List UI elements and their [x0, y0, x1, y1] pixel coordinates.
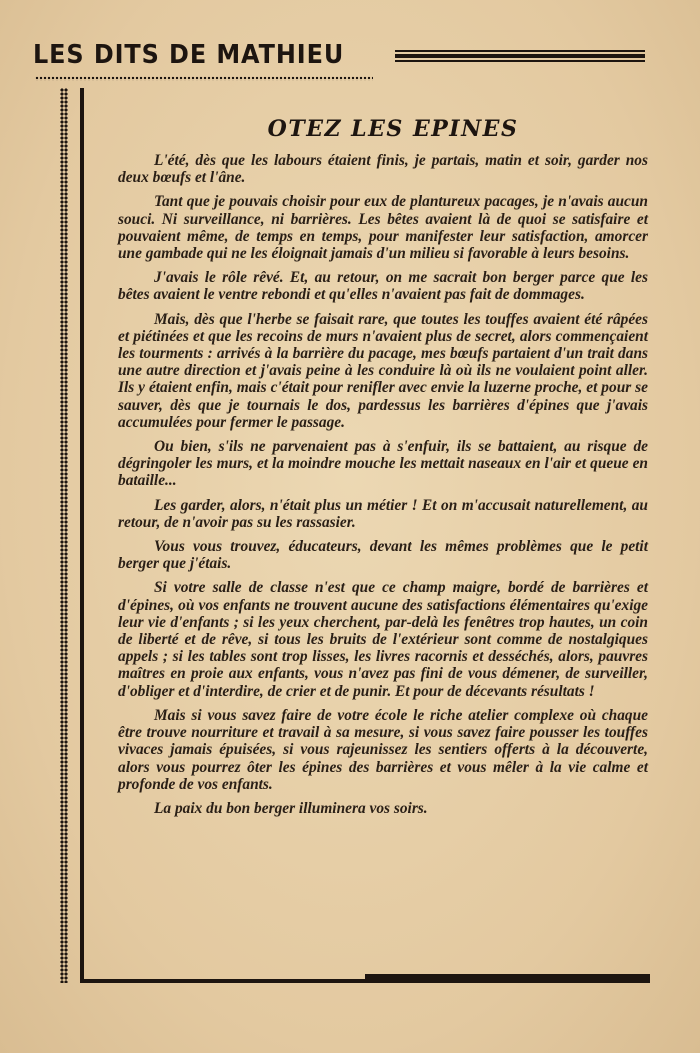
header-decorative-rule	[395, 49, 645, 63]
header-dotted-rule	[35, 76, 373, 81]
paragraph: J'avais le rôle rêvé. Et, au retour, on me sacrait bon berger parce que les bêtes avaient le ventre rebondi et qu'elles n'avaient pas fait de dommages.	[118, 269, 648, 304]
paragraph: L'été, dès que les labours étaient finis, je partais, matin et soir, garder nos deux bœufs et l'âne.	[118, 152, 648, 187]
closing-line: La paix du bon berger illuminera vos soirs.	[154, 799, 428, 817]
paragraph: Mais, dès que l'herbe se faisait rare, que toutes les touffes avaient été râpées et piétinées et que les recoins de murs n'avaient plus de secret, alors commençaient les tourments : arrivés à la barrière du pacage, mes bœufs partaient d'un trait dans une autre direction et j'avais peine à les conduire là où ils ne voulaient point aller. Ils y étaient enfin, mais c'était pour renifler avec envie la luzerne proche, et pour se sauver, dès que je tournais le dos, pardessus les barrières d'épines que j'avais accumulées pour fermer le passage.	[118, 310, 648, 431]
paragraph: Vous vous trouvez, éducateurs, devant les mêmes problèmes que le petit berger que j'étais.	[118, 538, 648, 573]
paragraph: Les garder, alors, n'était plus un métier ! Et on m'accusait naturellement, au retour, de n'avoir pas su les rassasier.	[118, 496, 648, 531]
left-solid-border	[80, 88, 84, 983]
bottom-heavy-border	[365, 974, 650, 982]
paragraph: Ou bien, s'ils ne parvenaient pas à s'enfuir, ils se battaient, au risque de dégringoler les murs, et la moindre mouche les mettait naseaux en l'air et queue en bataille...	[118, 438, 648, 490]
paragraph: Si votre salle de classe n'est que ce champ maigre, bordé de barrières et d'épines, où vos enfants ne trouvent aucune des satisfactions élémentaires qu'exige leur vie d'enfants ; si les yeux cherchent, par-delà les fenêtres trop hautes, un coin de liberté et de rêve, si tous les bruits de l'extérieur sont comme de nostalgiques appels ; si les tables sont trop lisses, les livres racornis et desséchés, alors, pauvres maîtres en proie aux enfants, vous n'avez pas fini de vous démener, de surveiller, d'obliger et d'interdire, de crier et de punir. Et pour de décevants résultats !	[118, 579, 648, 700]
paragraph: Mais si vous savez faire de votre école le riche atelier complexe où chaque être trouve nourriture et travail à sa mesure, si vous savez faire pousser les touffes vivaces jamais épuisées, si vous rajeunissez les sentiers offerts à la découverte, alors vous pourrez ôter les épines des barrières et vous mêler à la vie calme et profonde de vos enfants.	[118, 706, 648, 793]
paragraph: Tant que je pouvais choisir pour eux de plantureux pacages, je n'avais aucun souci. Ni surveillance, ni barrières. Les bêtes avaient là de quoi se satisfaire et pouvaient même, de temps en temps, pour manifester leur satisfaction, amorcer une gambade qui ne les éloignait jamais d'un milieu si favorable à leurs besoins.	[118, 193, 648, 263]
article-body	[118, 116, 648, 824]
article-title: OTEZ LES EPINES	[267, 116, 519, 142]
left-dotted-border	[60, 88, 68, 983]
section-header-title: LES DITS DE MATHIEU	[33, 40, 345, 70]
